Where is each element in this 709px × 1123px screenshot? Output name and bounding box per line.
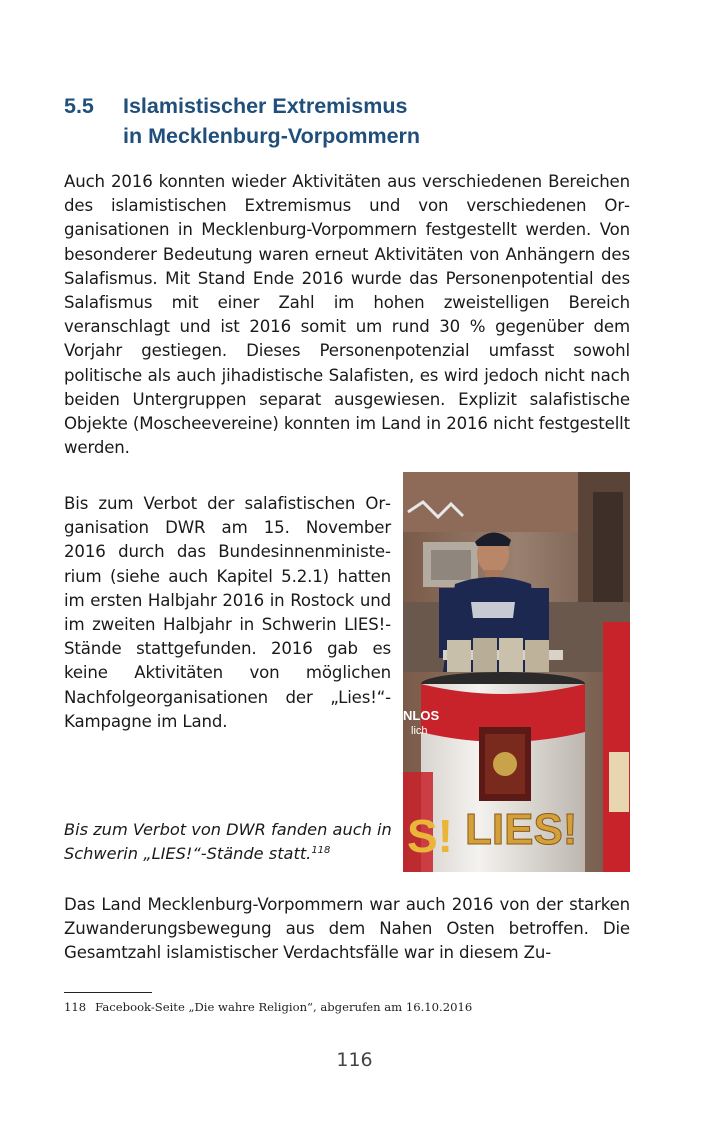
lies-stand-photo <box>403 472 630 872</box>
section-title-line1: Islamistischer Extremismus <box>123 94 408 118</box>
sign-side-text2: lich <box>411 725 428 737</box>
sign-side-text: NLOS <box>403 708 440 723</box>
caption-text: Bis zum Verbot von DWR fanden auch in Schwerin „LIES!“-Stände statt. <box>64 820 392 863</box>
paragraph-intro: Auch 2016 konnten wieder Aktivitäten aus verschiedenen Bereichen des islamistischen Extremismus und von verschiedenen Organisationen in Mecklenburg-Vorpommern festgestellt werden. Von besonderer Bedeutung waren erneut Aktivitäten von Anhängern des Salafismus. Mit Stand Ende 2016 wurde das Personenpotential des Salafismus mit einer Zahl im hohen zweistelligen Bereich veranschlagt und ist 2016 somit um rund 30 % gegenüber dem Vorjahr gestiegen. Dieses Personenpotenzial umfasst sowohl politische als auch jihadistische Salafisten, es wird jedoch nicht nach beiden Untergruppen separat ausgewiesen. Explizit salafistische Objekte (Moscheevereine) konnten im Land in 2016 nicht festgestellt werden. <box>64 172 630 458</box>
section-number: 5.5 <box>64 94 94 118</box>
section-title-line2: in Mecklenburg-Vorpommern <box>123 124 421 148</box>
caption-footnote-ref: 118 <box>311 845 331 856</box>
sign-left-text: S! <box>407 810 453 862</box>
page-number: 116 <box>336 1049 373 1071</box>
footnote-text: Facebook-Seite „Die wahre Religion“, abgerufen am 16.10.2016 <box>95 1000 473 1014</box>
photo-caption <box>64 818 399 866</box>
paragraph-migration: Das Land Mecklenburg-Vorpommern war auch 2016 von der starken Zuwanderungsbewegung aus dem Nahen Osten betroffen. Die Gesamtzahl islamistischer Verdachtsfälle war in diesem Zu- <box>64 895 630 963</box>
footnote-divider <box>64 992 152 993</box>
sign-main-text: LIES! <box>465 805 578 854</box>
footnote <box>64 1000 630 1014</box>
footnote-number: 118 <box>64 1000 87 1014</box>
paragraph-dwr: Bis zum Verbot der salafistischen Organisation DWR am 15. November 2016 durch das Bundesinnenministerium (siehe auch Kapitel 5.2.1) hatten im ersten Halbjahr 2016 in Rostock und im zweiten Halbjahr in Schwerin LIES!-Stände stattgefunden. 2016 gab es keine Aktivitäten von möglichen Nachfolgeorganisationen der „Lies!“-Kampagne im Land. <box>64 494 391 731</box>
